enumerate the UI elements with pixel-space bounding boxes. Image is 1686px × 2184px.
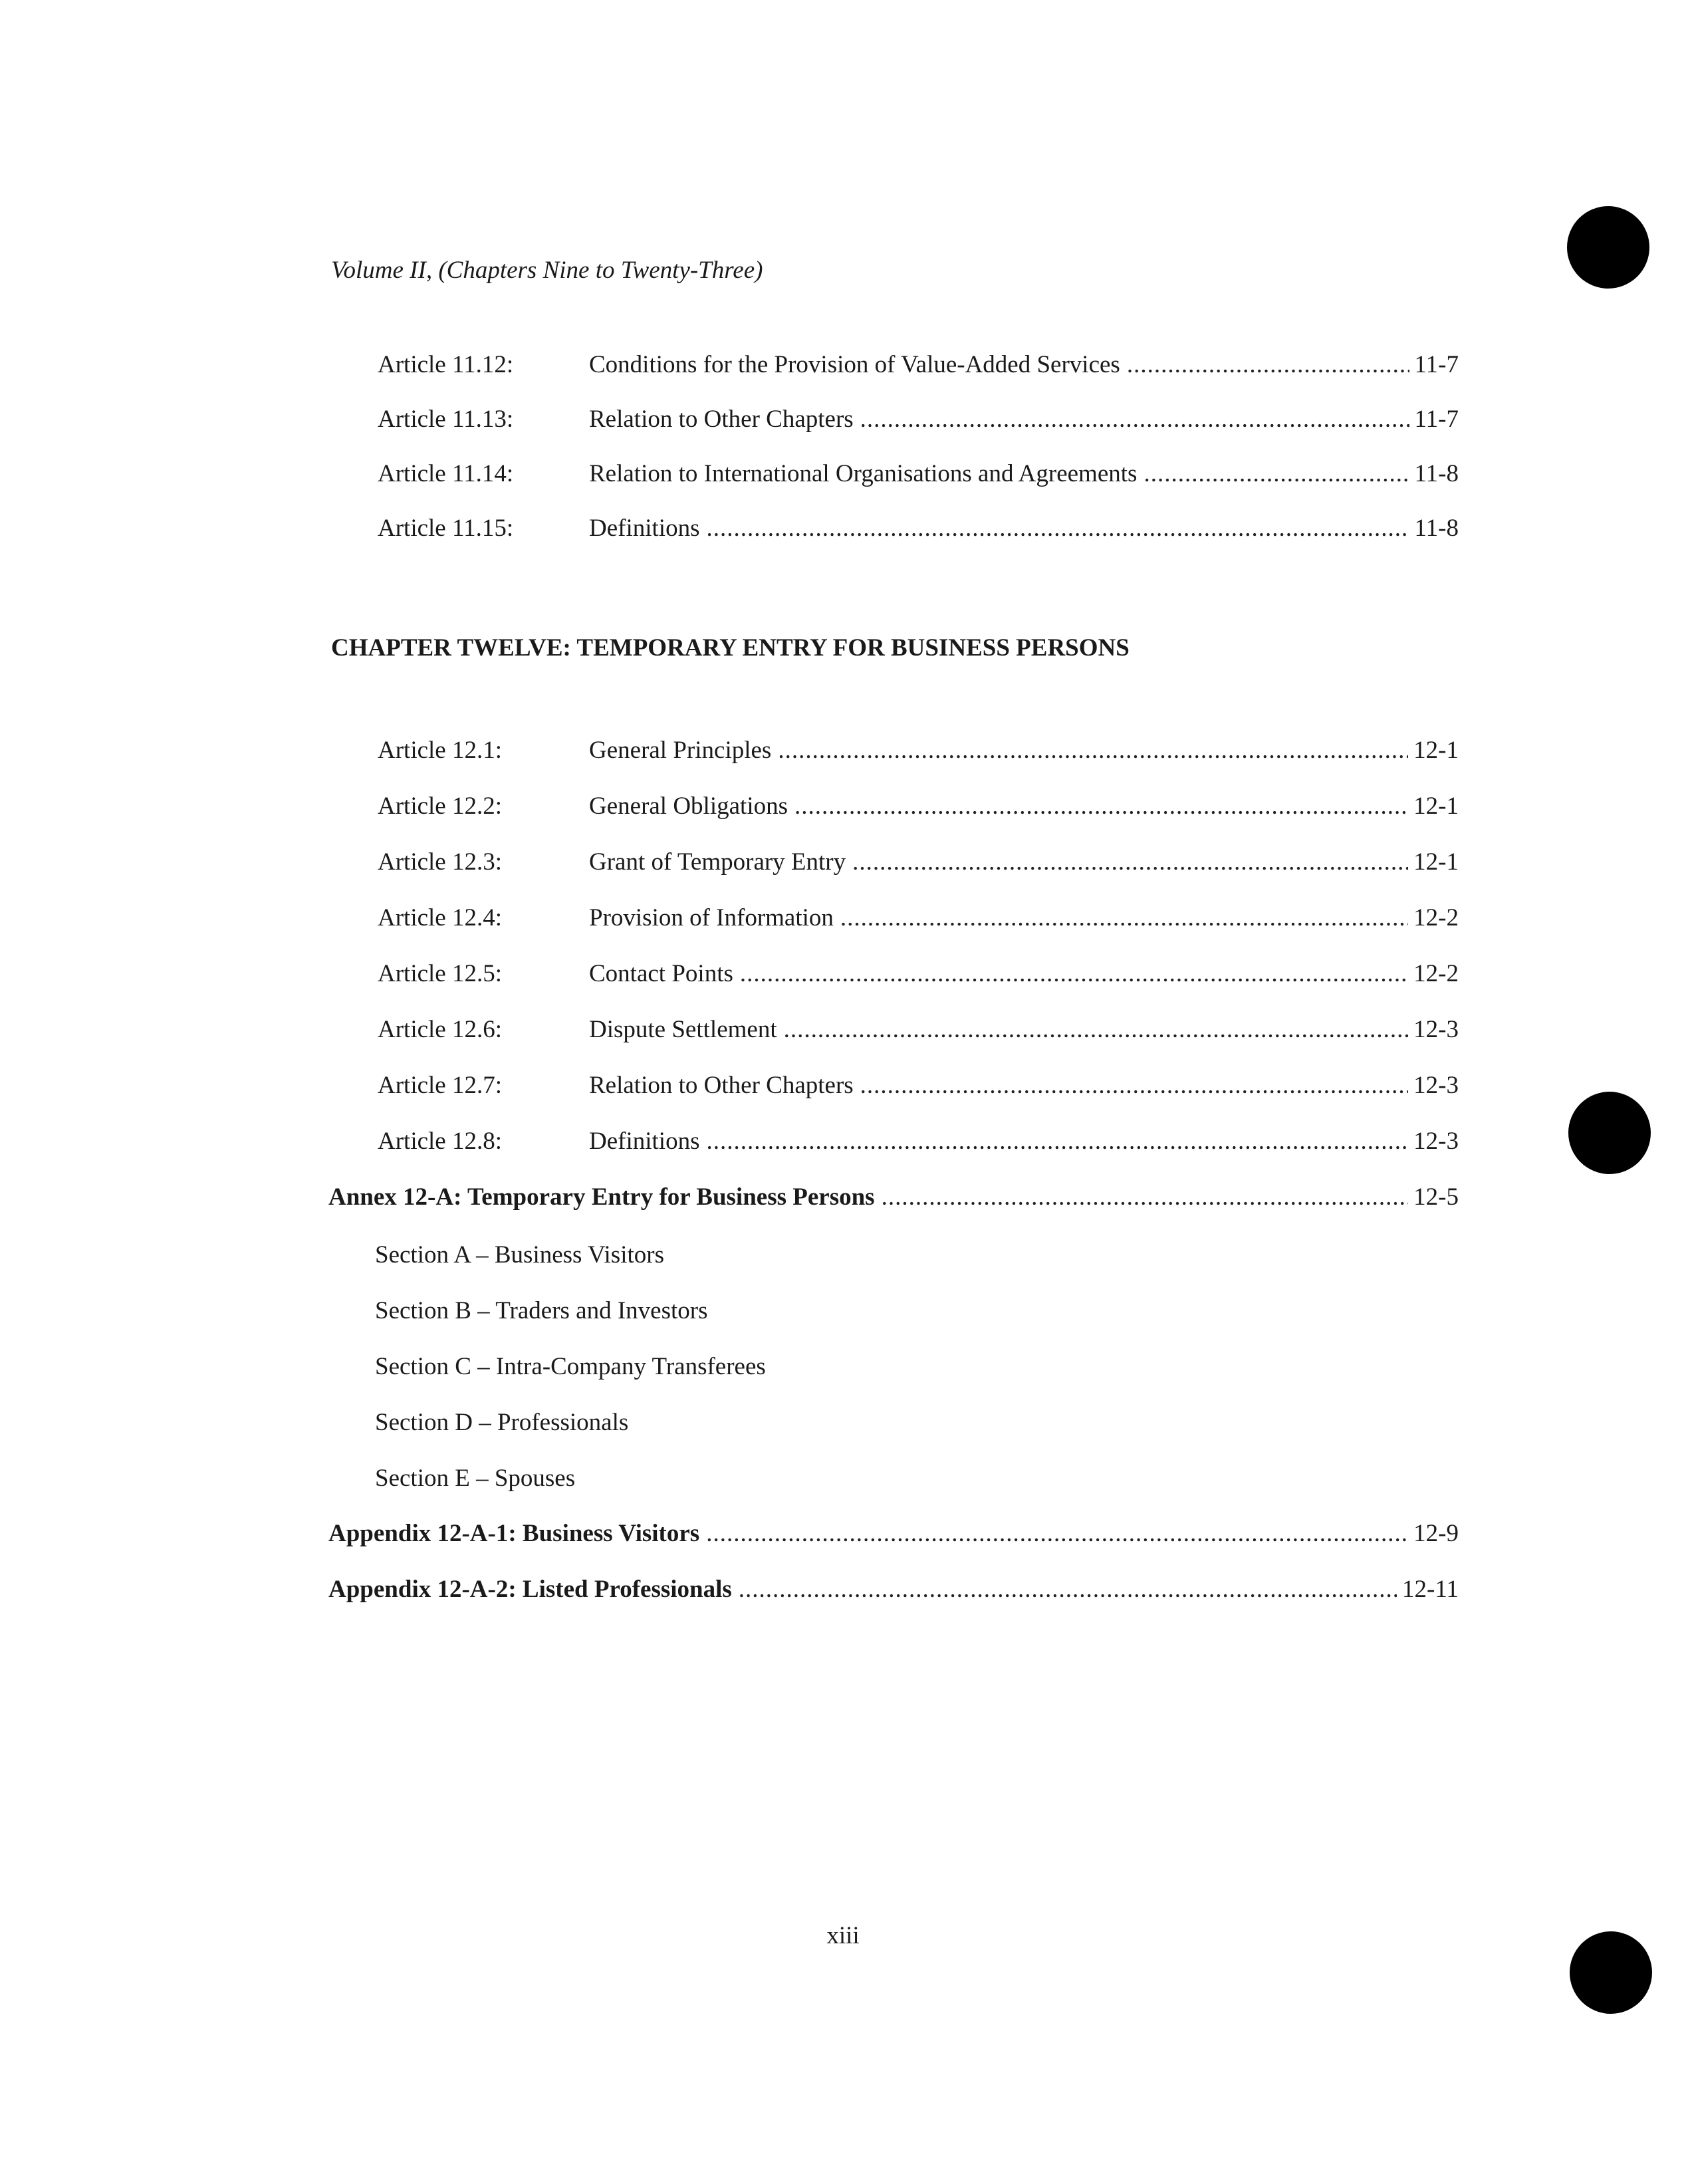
article-number: Article 12.7: — [378, 1072, 503, 1099]
dot-leader — [882, 1185, 1409, 1209]
toc-entry[interactable] — [378, 961, 1459, 986]
page-number: 12-2 — [1413, 904, 1459, 931]
article-title: Relation to Other Chapters — [589, 1072, 854, 1099]
page-number: 12-2 — [1413, 960, 1459, 987]
article-title: Contact Points — [589, 960, 733, 987]
page-number: 12-1 — [1413, 737, 1459, 764]
page-number: 12-1 — [1413, 792, 1459, 820]
page-number: 12-11 — [1402, 1576, 1459, 1603]
article-title: Definitions — [589, 515, 700, 542]
annex-section: Section D – Professionals — [375, 1409, 629, 1436]
toc-entry-annex[interactable] — [328, 1185, 1459, 1209]
page-number: 12-1 — [1413, 848, 1459, 876]
toc-entry[interactable] — [378, 352, 1459, 377]
dot-leader — [840, 906, 1408, 930]
article-title: Relation to International Organisations and Agreements — [589, 460, 1138, 487]
dot-leader — [706, 516, 1409, 541]
page-number: 11-7 — [1414, 406, 1459, 433]
toc-entry[interactable] — [378, 516, 1459, 541]
article-title: Provision of Information — [589, 904, 834, 931]
article-number: Article 11.14: — [378, 460, 514, 487]
dot-leader — [784, 1017, 1409, 1042]
article-number: Article 12.5: — [378, 960, 503, 987]
dot-leader — [740, 961, 1408, 986]
dot-leader — [778, 738, 1408, 763]
appendix-title: Appendix 12-A-2: Listed Professionals — [328, 1576, 732, 1603]
toc-entry-appendix[interactable] — [328, 1521, 1459, 1546]
page-number: 11-7 — [1414, 351, 1459, 378]
punch-hole — [1567, 206, 1649, 289]
article-number: Article 12.4: — [378, 904, 503, 931]
toc-entry[interactable] — [378, 794, 1459, 818]
page-number: 12-5 — [1413, 1183, 1459, 1211]
article-title: Grant of Temporary Entry — [589, 848, 846, 876]
page-number: 12-3 — [1413, 1016, 1459, 1043]
dot-leader — [860, 1073, 1409, 1098]
annex-section: Section C – Intra-Company Transferees — [375, 1353, 766, 1380]
page-number: 12-3 — [1413, 1128, 1459, 1155]
toc-entry[interactable] — [378, 850, 1459, 874]
dot-leader — [739, 1577, 1397, 1602]
dot-leader — [706, 1129, 1408, 1153]
annex-section: Section B – Traders and Investors — [375, 1297, 708, 1324]
article-number: Article 11.12: — [378, 351, 514, 378]
toc-entry[interactable] — [378, 407, 1459, 431]
annex-title: Annex 12-A: Temporary Entry for Business Persons — [328, 1183, 875, 1211]
article-number: Article 12.8: — [378, 1128, 503, 1155]
dot-leader — [1144, 461, 1409, 486]
page-number: 11-8 — [1414, 460, 1459, 487]
article-title: General Principles — [589, 737, 772, 764]
article-number: Article 12.3: — [378, 848, 503, 876]
article-title: Dispute Settlement — [589, 1016, 777, 1043]
page-number: 11-8 — [1414, 515, 1459, 542]
page-folio: xiii — [826, 1922, 860, 1949]
dot-leader — [794, 794, 1408, 818]
article-title: General Obligations — [589, 792, 788, 820]
article-number: Article 11.15: — [378, 515, 514, 542]
page-number: 12-3 — [1413, 1072, 1459, 1099]
appendix-title: Appendix 12-A-1: Business Visitors — [328, 1520, 700, 1547]
article-number: Article 11.13: — [378, 406, 514, 433]
toc-entry[interactable] — [378, 461, 1459, 486]
dot-leader — [706, 1521, 1408, 1546]
dot-leader — [1127, 352, 1409, 377]
article-number: Article 12.1: — [378, 737, 503, 764]
article-number: Article 12.6: — [378, 1016, 503, 1043]
toc-entry[interactable] — [378, 1073, 1459, 1098]
toc-entry-appendix[interactable] — [328, 1577, 1459, 1602]
toc-entry[interactable] — [378, 738, 1459, 763]
toc-entry[interactable] — [378, 906, 1459, 930]
article-title: Conditions for the Provision of Value-Added Services — [589, 351, 1120, 378]
toc-entry[interactable] — [378, 1129, 1459, 1153]
running-head: Volume II, (Chapters Nine to Twenty-Three) — [331, 257, 763, 284]
annex-section: Section A – Business Visitors — [375, 1241, 664, 1269]
dot-leader — [860, 407, 1409, 431]
article-title: Relation to Other Chapters — [589, 406, 854, 433]
article-title: Definitions — [589, 1128, 700, 1155]
page-number: 12-9 — [1413, 1520, 1459, 1547]
punch-hole — [1568, 1092, 1651, 1174]
toc-entry[interactable] — [378, 1017, 1459, 1042]
article-number: Article 12.2: — [378, 792, 503, 820]
chapter-heading: CHAPTER TWELVE: TEMPORARY ENTRY FOR BUSINESS PERSONS — [331, 634, 1130, 662]
dot-leader — [852, 850, 1408, 874]
annex-section: Section E – Spouses — [375, 1465, 576, 1492]
